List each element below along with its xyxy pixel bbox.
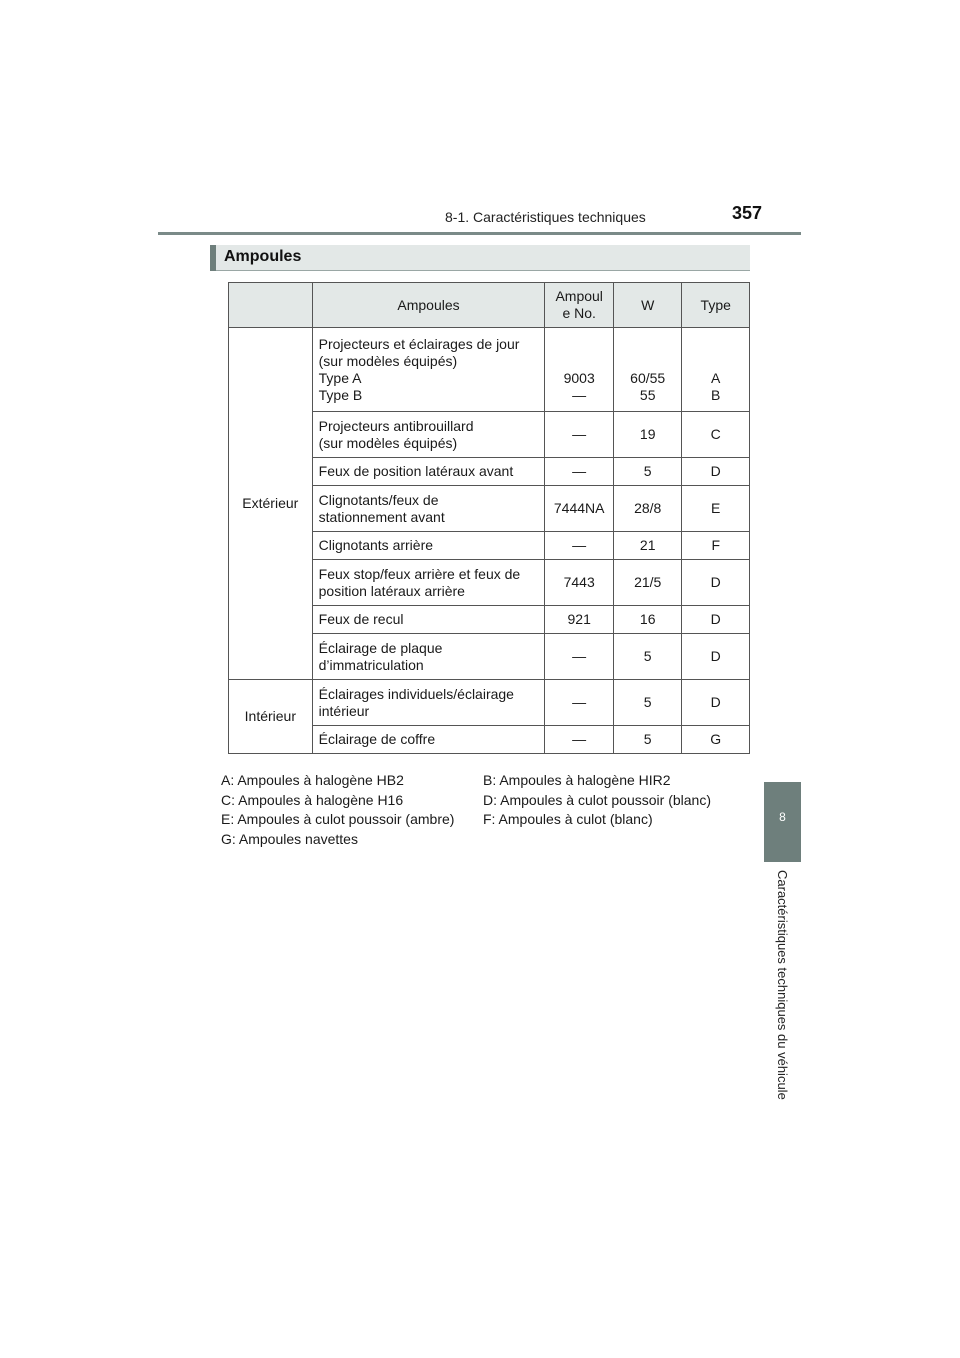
bulb-no-cell: —	[545, 726, 614, 754]
watt-line: 55	[639, 387, 656, 403]
section-heading-title: Ampoules	[224, 248, 302, 265]
bulb-name-cell	[312, 634, 545, 680]
header-cell-bulb-no-line: Ampoul	[555, 288, 603, 304]
legend-row	[221, 810, 761, 830]
bulb-name-cell: Éclairage de coffre	[312, 726, 545, 754]
bulbs-table	[228, 282, 750, 754]
type-legend	[221, 771, 761, 849]
bulb-name-cell	[312, 680, 545, 726]
header-cell-type: Type	[682, 283, 750, 328]
type-line: A	[711, 370, 721, 386]
bulb-name-line: Clignotants/feux de	[318, 491, 439, 508]
group-cell-exterior: Extérieur	[229, 328, 313, 680]
watt-cell: 21/5	[613, 560, 682, 606]
watt-cell: 16	[613, 606, 682, 634]
chapter-side-title	[775, 870, 793, 1100]
watt-cell: 5	[613, 726, 682, 754]
legend-item: C: Ampoules à halogène H16	[221, 791, 404, 808]
watt-cell: 5	[613, 458, 682, 486]
bulb-no-cell: —	[545, 532, 614, 560]
type-cell: G	[682, 726, 750, 754]
bulb-name-cell: Clignotants arrière	[312, 532, 545, 560]
type-cell: F	[682, 532, 750, 560]
legend-item: G: Ampoules navettes	[221, 830, 358, 847]
header-cell-bulb-no	[545, 283, 614, 328]
bulb-name-line: Éclairage de plaque	[318, 639, 443, 656]
bulb-name-line: (sur modèles équipés)	[318, 434, 458, 451]
bulb-no-cell: —	[545, 680, 614, 726]
table-row	[229, 680, 750, 726]
legend-row	[221, 830, 761, 850]
type-cell: C	[682, 412, 750, 458]
bulb-no-cell: —	[545, 412, 614, 458]
chapter-tab-number: 8	[779, 810, 786, 824]
type-cell: D	[682, 560, 750, 606]
bulb-name-cell: Feux de position latéraux avant	[312, 458, 545, 486]
legend-row	[221, 771, 761, 791]
group-cell-interior: Intérieur	[229, 680, 313, 754]
bulb-name-line: Éclairages individuels/éclairage	[318, 685, 514, 702]
type-cell: D	[682, 680, 750, 726]
page-number: 357	[731, 203, 762, 223]
section-heading-accent	[210, 245, 216, 271]
type-cell: D	[682, 634, 750, 680]
bulb-no-cell: 7443	[545, 560, 614, 606]
watt-cell: 19	[613, 412, 682, 458]
section-heading	[210, 245, 750, 271]
header-rule	[158, 232, 801, 235]
header-cell-watt: W	[613, 283, 682, 328]
legend-item: E: Ampoules à culot poussoir (ambre)	[221, 811, 455, 827]
bulb-no-cell: 921	[545, 606, 614, 634]
bulb-name-line: Type A	[318, 369, 362, 386]
watt-cell: 5	[613, 680, 682, 726]
bulb-no-cell	[545, 328, 614, 412]
bulb-no-line: —	[572, 387, 587, 403]
bulb-name-cell	[312, 486, 545, 532]
type-cell: D	[682, 606, 750, 634]
bulb-name-line: Projecteurs antibrouillard	[318, 417, 474, 434]
bulb-name-line: Type B	[318, 386, 363, 403]
bulb-no-cell: 7444NA	[545, 486, 614, 532]
bulb-name-line: Feux stop/feux arrière et feux de	[318, 565, 521, 582]
bulb-name-cell	[312, 328, 545, 412]
bulb-name-line: Projecteurs et éclairages de jour	[318, 335, 520, 352]
bulb-name-cell	[312, 560, 545, 606]
watt-cell: 21	[613, 532, 682, 560]
chapter-side-title-text: Caractéristiques techniques du véhicule	[775, 870, 790, 1100]
bulb-no-line: 9003	[563, 370, 595, 386]
header-cell-bulbs: Ampoules	[312, 283, 545, 328]
running-header-section: 8-1. Caractéristiques techniques	[445, 209, 646, 225]
bulb-name-line: intérieur	[318, 702, 370, 719]
legend-row	[221, 791, 761, 811]
type-cell	[682, 328, 750, 412]
bulb-name-line: stationnement avant	[318, 508, 445, 525]
bulb-no-cell: —	[545, 634, 614, 680]
chapter-tab	[764, 782, 801, 862]
legend-item: B: Ampoules à halogène HIR2	[483, 772, 671, 788]
bulb-name-cell: Feux de recul	[312, 606, 545, 634]
type-cell: D	[682, 458, 750, 486]
watt-cell: 28/8	[613, 486, 682, 532]
table-row	[229, 328, 750, 412]
legend-item: F: Ampoules à culot (blanc)	[483, 811, 653, 827]
watt-line: 60/55	[630, 370, 666, 386]
watt-cell	[613, 328, 682, 412]
header-cell-bulb-no-line: e No.	[562, 305, 596, 321]
header-cell-group	[229, 283, 313, 328]
bulb-name-line: position latéraux arrière	[318, 582, 465, 599]
type-cell: E	[682, 486, 750, 532]
bulb-name-line: (sur modèles équipés)	[318, 352, 458, 369]
table-header-row	[229, 283, 750, 328]
bulb-no-cell: —	[545, 458, 614, 486]
legend-item: D: Ampoules à culot poussoir (blanc)	[483, 791, 711, 808]
bulb-name-line: d’immatriculation	[318, 656, 424, 673]
bulb-name-cell	[312, 412, 545, 458]
type-line: B	[711, 387, 721, 403]
watt-cell: 5	[613, 634, 682, 680]
legend-item: A: Ampoules à halogène HB2	[221, 772, 404, 788]
